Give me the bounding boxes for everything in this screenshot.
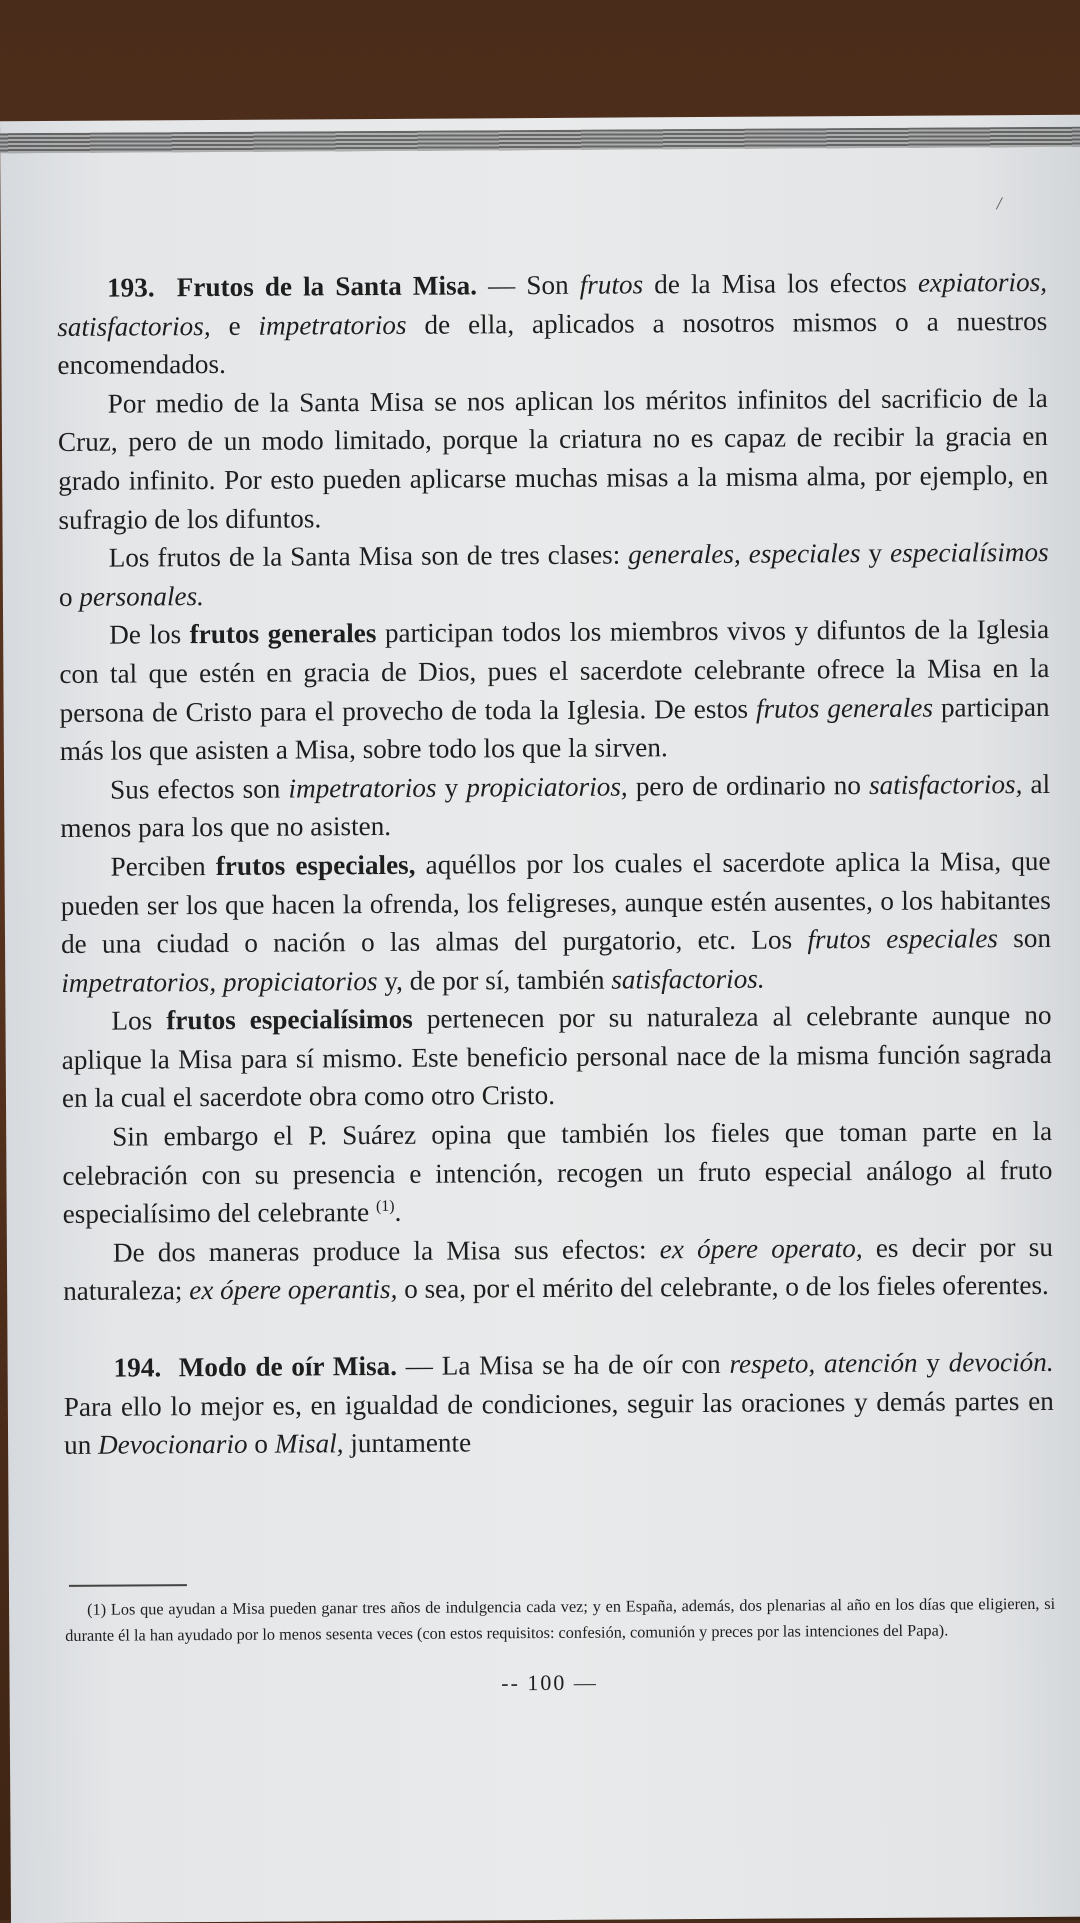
page-number: -- 100 — bbox=[501, 1669, 598, 1696]
body-text bbox=[57, 263, 1054, 1465]
section-title: Frutos de la Santa Misa. bbox=[176, 270, 478, 303]
paragraph: Sin embargo el P. Suárez opina que también los fieles que toman parte en la celebración con su presencia e intención, recogen un fruto especial análogo al fruto especialísimo del celebrante $^{(1)}$. bbox=[62, 1115, 1053, 1230]
page-top-rule bbox=[0, 127, 1080, 154]
section-title: Modo de oír Misa. bbox=[178, 1350, 398, 1383]
margin-mark: / bbox=[996, 193, 1002, 214]
book-page bbox=[0, 115, 1080, 1923]
paragraph: Los frutos especialísimos pertenecen por su naturaleza al celebrante aunque no aplique la Misa para sí mismo. Este beneficio personal nace de la misma función sagrada en la cual el sacerdote obra como otro Cristo. bbox=[61, 1000, 1052, 1114]
paragraph: Los frutos de la Santa Misa son de tres clases: generales, especiales y especialísimos o personales. bbox=[58, 537, 1049, 612]
footnote: (1) Los que ayudan a Misa pueden ganar tres años de indulgencia cada vez; y en España, además, dos plenarias al año en los días que eligieren, si durante él la han ayudado por lo menos sesenta veces (con estos requisitos: confesión, comunión y preces por las intenciones del Papa). bbox=[65, 1593, 1056, 1645]
section-194-heading-paragraph: 194. Modo de oír Misa. — La Misa se ha de oír con respeto, atención y devoción. Para ello lo mejor es, en igualdad de condiciones, seguir las oraciones y demás partes en un Devocionario o Misal, juntamente bbox=[63, 1346, 1054, 1461]
footnote-divider bbox=[69, 1584, 187, 1587]
paragraph: Sus efectos son impetratorios y propiciatorios, pero de ordinario no satisfactorios, al menos para los que no asisten. bbox=[60, 768, 1051, 844]
paragraph: De dos maneras produce la Misa sus efectos: ex ópere operato, es decir por su naturaleza; ex ópere operantis, o sea, por el mérito del celebrante, o de los fieles oferentes. bbox=[63, 1231, 1053, 1307]
section-193-heading-paragraph: 193. Frutos de la Santa Misa. — Son frutos de la Misa los efectos expiatorios, satisfactorios, e impetratorios de ella, aplicados a nosotros mismos o a nuestros encomendados. bbox=[57, 266, 1048, 381]
footnote-reference: (1) bbox=[375, 1198, 395, 1216]
section-number: 193. bbox=[106, 272, 155, 303]
paragraph: De los frutos generales participan todos los miembros vivos y difuntos de la Iglesia con tal que estén en gracia de Dios, pues el sacerdote celebrante ofrece la Misa en la persona de Cristo para el provecho de toda la Iglesia. De estos frutos generales participan más los que asisten a Misa, sobre todo los que la sirven. bbox=[59, 614, 1050, 767]
paragraph: Por medio de la Santa Misa se nos aplican los méritos infinitos del sacrificio de la Cruz, pero de un modo limitado, porque la criatura no es capaz de recibir la gracia en grado infinito. Por esto pueden aplicarse muchas misas a la misma alma, por ejemplo, en sufragio de los difuntos. bbox=[57, 382, 1049, 535]
section-number: 194. bbox=[113, 1352, 162, 1383]
paragraph: Perciben frutos especiales, aquéllos por los cuales el sacerdote aplica la Misa, que pueden ser los que hacen la ofrenda, los feligreses, aunque estén ausentes, o los habitantes de una ciudad o nación o las almas del purgatorio, etc. Los frutos especiales son impetratorios, propiciatorios y, de por sí, también satisfactorios. bbox=[60, 845, 1052, 998]
